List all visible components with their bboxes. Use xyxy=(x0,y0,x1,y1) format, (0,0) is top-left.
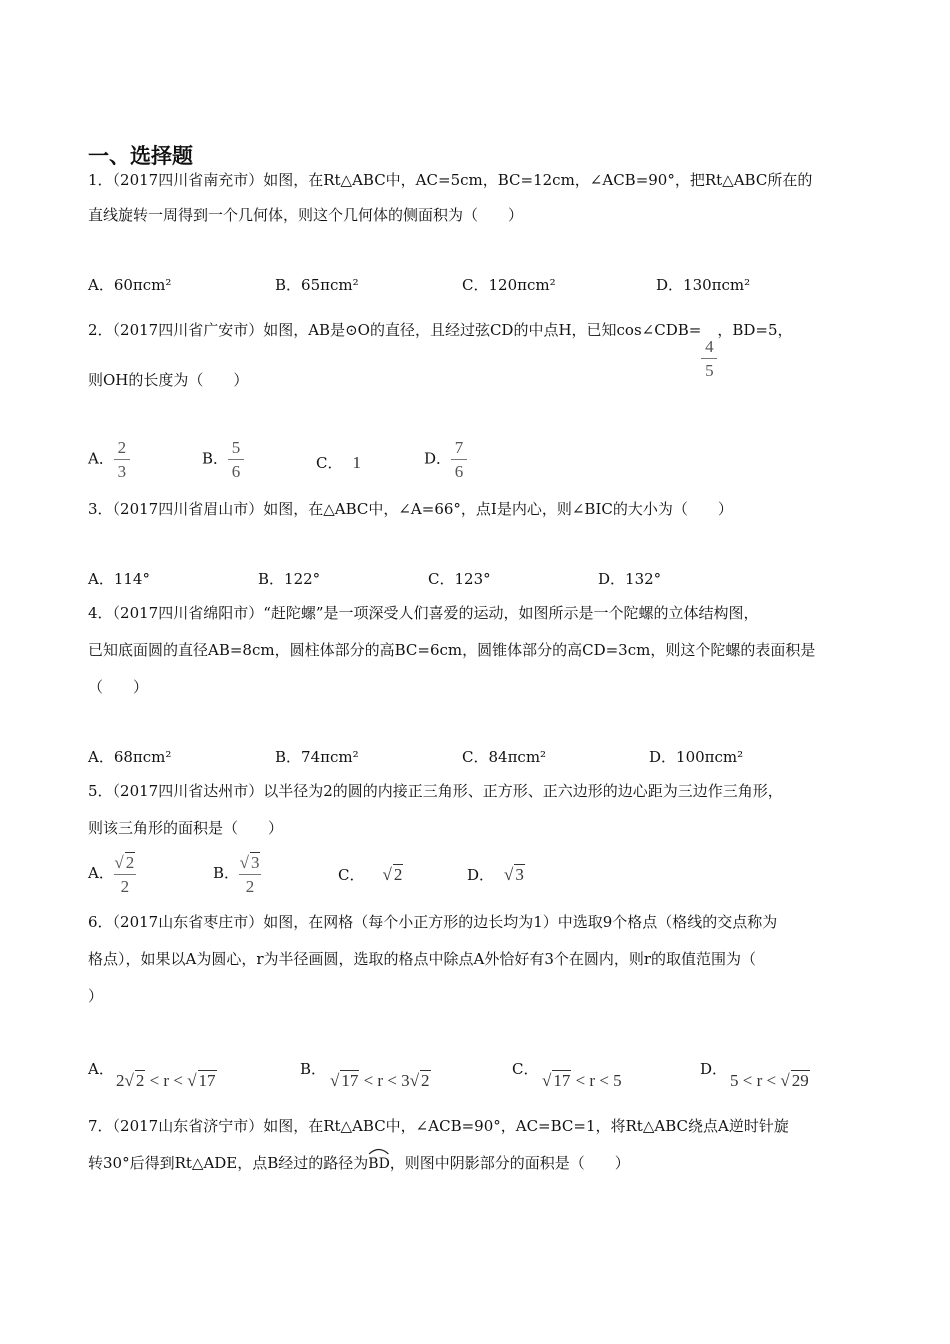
q6-option-b-mid: < r < 3 xyxy=(359,1071,410,1090)
q6-option-a-radicand-2: 17 xyxy=(198,1071,216,1090)
q6-option-d-value: 5 < r < √ 29 xyxy=(730,1071,809,1090)
q2-option-c-label: C． xyxy=(316,454,343,472)
q2-text-b: ，BD=5， xyxy=(717,321,793,339)
q2-option-b-label: B． xyxy=(202,449,229,468)
question-4-line-2: 已知底面圆的直径AB=8cm，圆柱体部分的高BC=6cm，圆锥体部分的高CD=3cm，则这个陀螺的表面积是 xyxy=(88,641,816,659)
q2-option-b-num: 5 xyxy=(231,438,241,457)
q5-option-b xyxy=(213,852,261,896)
q7-arc-label: BD xyxy=(368,1156,390,1172)
q5-option-a-label: A． xyxy=(88,864,114,882)
q6-option-c-radicand-1: 17 xyxy=(553,1071,571,1090)
q5-option-d xyxy=(467,864,525,885)
q4-option-c: C．84πcm² xyxy=(462,748,547,766)
q5-option-a xyxy=(88,852,136,896)
question-4-line-1: 4．（2017四川省绵阳市）“赶陀螺”是一项深受人们喜爱的运动，如图所示是一个陀螺的立体结构图， xyxy=(88,604,759,622)
q6-option-a-radicand-1: 2 xyxy=(135,1071,145,1090)
q2-option-c xyxy=(316,452,361,473)
q1-option-d: D．130πcm² xyxy=(656,276,751,294)
q6-option-a-label: A． xyxy=(88,1060,114,1078)
q5-option-c-label: C． xyxy=(338,866,365,884)
q6-option-d-pre: 5 < r < xyxy=(730,1071,781,1090)
q7-text-b: ，则图中阴影部分的面积是（ ） xyxy=(389,1154,630,1172)
q6-option-c-value: √ 17 < r < 5 xyxy=(542,1071,622,1090)
q6-option-d-label: D． xyxy=(700,1060,728,1078)
q5-option-b-den: 2 xyxy=(245,877,255,896)
q2-option-a xyxy=(88,438,130,481)
q2-option-b-den: 6 xyxy=(231,462,241,481)
question-3-line-1: 3．（2017四川省眉山市）如图，在△ABC中，∠A=66°，点I是内心，则∠BIC的大小为（ ） xyxy=(88,500,733,518)
question-6-line-2: 格点），如果以A为圆心，r为半径画圆，选取的格点中除点A外恰好有3个在圆内，则r的取值范围为（ xyxy=(88,950,757,968)
q5-option-b-radicand: 3 xyxy=(250,853,260,872)
question-2-line-2: 则OH的长度为（ ） xyxy=(88,371,249,389)
q5-option-c-value: √ 2 xyxy=(382,865,403,884)
q2-option-d xyxy=(424,438,467,481)
q2-option-b-fraction xyxy=(228,438,244,481)
q6-option-c-label: C． xyxy=(512,1060,539,1078)
q2-option-d-den: 6 xyxy=(454,462,464,481)
q6-option-b-radicand-1: 17 xyxy=(341,1071,359,1090)
q2-option-c-value: 1 xyxy=(352,453,361,472)
q3-option-c: C．123° xyxy=(428,570,491,588)
q4-option-d: D．100πcm² xyxy=(649,748,744,766)
q5-option-a-den: 2 xyxy=(120,877,130,896)
q2-option-d-num: 7 xyxy=(454,438,464,457)
q2-option-a-label: A． xyxy=(88,449,114,468)
q6-option-d-radicand: 29 xyxy=(791,1071,809,1090)
q6-option-c-mid: < r < 5 xyxy=(571,1071,622,1090)
question-7-line-2 xyxy=(88,1153,630,1174)
q2-option-d-label: D． xyxy=(424,449,452,468)
q6-option-b-label: B． xyxy=(300,1060,327,1078)
question-6-line-3: ） xyxy=(88,987,104,1005)
question-5-line-2: 则该三角形的面积是（ ） xyxy=(88,819,284,837)
q6-option-a-value: 2√ 2 < r < √ 17 xyxy=(116,1071,216,1090)
q2-option-a-fraction xyxy=(114,438,130,481)
q6-option-b-radicand-2: 2 xyxy=(421,1071,430,1090)
arc-icon xyxy=(368,1147,390,1155)
q7-text-a: 转30°后得到Rt△ADE，点B经过的路径为 xyxy=(88,1154,369,1172)
section-title: 一、选择题 xyxy=(88,144,193,168)
q5-option-c xyxy=(338,864,403,885)
q5-option-b-fraction xyxy=(239,852,261,896)
q2-option-a-den: 3 xyxy=(117,462,127,481)
q7-arc-bd xyxy=(368,1154,390,1174)
q6-option-a-mid: < r < xyxy=(145,1071,188,1090)
q2-cos-numerator: 4 xyxy=(705,337,714,356)
q2-cos-denominator: 5 xyxy=(705,361,714,380)
q2-cos-fraction xyxy=(701,337,717,380)
q6-option-b-value: √ 17 < r < 3√ 2 xyxy=(330,1071,430,1090)
q1-option-a: A．60πcm² xyxy=(88,276,172,294)
q4-option-a: A．68πcm² xyxy=(88,748,172,766)
question-1-line-2: 直线旋转一周得到一个几何体，则这个几何体的侧面积为（ ） xyxy=(88,206,524,224)
question-7-line-1: 7．（2017山东省济宁市）如图，在Rt△ABC中，∠ACB=90°，AC=BC=1，将Rt△ABC绕点A逆时针旋 xyxy=(88,1117,789,1135)
q4-option-b: B．74πcm² xyxy=(275,748,359,766)
q2-option-d-fraction xyxy=(451,438,467,481)
q5-option-c-radicand: 2 xyxy=(393,865,403,884)
q5-option-b-num: √ 3 xyxy=(239,853,260,872)
question-4-line-3: （ ） xyxy=(88,678,149,696)
question-6-line-1: 6．（2017山东省枣庄市）如图，在网格（每个小正方形的边长均为1）中选取9个格点（格线的交点称为 xyxy=(88,913,778,931)
q5-option-d-value: √ 3 xyxy=(504,865,524,884)
q2-text-a: 2．（2017四川省广安市）如图，AB是⊙O的直径，且经过弦CD的中点H，已知cos∠CDB= xyxy=(88,321,702,339)
q3-option-d: D．132° xyxy=(598,570,662,588)
q1-option-b: B．65πcm² xyxy=(275,276,359,294)
q3-option-a: A．114° xyxy=(88,570,150,588)
q6-option-a-coef: 2 xyxy=(116,1071,125,1090)
q5-option-a-num: √ 2 xyxy=(114,853,135,872)
question-5-line-1: 5．（2017四川省达州市）以半径为2的圆的内接正三角形、正方形、正六边形的边心距为三边作三角形， xyxy=(88,782,783,800)
q5-option-d-label: D． xyxy=(467,866,495,884)
q5-option-a-radicand: 2 xyxy=(125,853,135,872)
q2-option-a-num: 2 xyxy=(117,438,127,457)
q2-option-b xyxy=(202,438,244,481)
q1-option-c: C．120πcm² xyxy=(462,276,556,294)
q5-option-b-label: B． xyxy=(213,864,240,882)
q3-option-b: B．122° xyxy=(258,570,321,588)
q5-option-a-fraction xyxy=(114,852,136,896)
q5-option-d-radicand: 3 xyxy=(515,865,524,884)
question-1-line-1: 1．（2017四川省南充市）如图，在Rt△ABC中，AC=5cm，BC=12cm，∠ACB=90°，把Rt△ABC所在的 xyxy=(88,171,813,189)
